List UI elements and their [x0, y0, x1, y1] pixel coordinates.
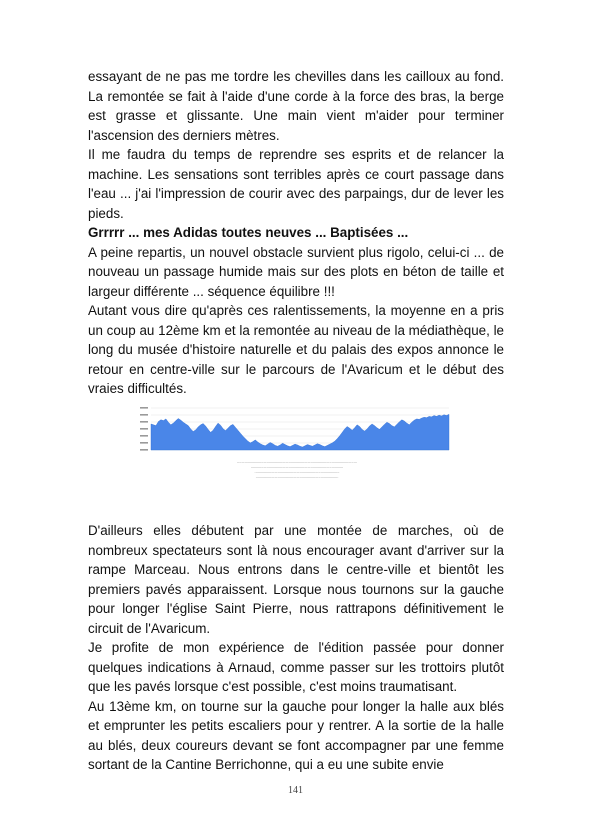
- text-block-bottom: [88, 521, 504, 775]
- paragraph: Il me faudra du temps de reprendre ses esprits et de relancer la machine. Les sensations sont terribles après ce court passage dans l'eau ... j'ai l'impression de courir avec des parpaings, dur de lever les pieds.: [88, 147, 504, 221]
- figure-caption: [137, 460, 457, 480]
- paragraph: Au 13ème km, on tourne sur la gauche pour longer la halle aux blés et emprunter les petits escaliers pour y rentrer. A la sortie de la halle au blés, deux coureurs devant se font accompagner par une femme sortant de la Cantine Berrichonne, qui a eu une subite envie: [88, 698, 504, 772]
- paragraph: essayant de ne pas me tordre les chevilles dans les cailloux au fond. La remontée se fait à l'aide d'une corde à la force des bras, la berge est grasse et glissante. Une main vient m'aider pour terminer l'ascension des derniers mètres.: [88, 69, 504, 143]
- y-tick-label: [140, 414, 148, 416]
- paragraph: Autant vous dire qu'après ces ralentissements, la moyenne en a pris un coup au 12ème km et la remontée au niveau de la médiathèque, le long du musée d'histoire naturelle et du palais des expos annonce le retour en centre-ville sur le parcours de l'Avaricum et le début des vraies difficultés.: [88, 303, 504, 396]
- caption-line: ...............................................................................: [255, 475, 339, 479]
- paragraph: D'ailleurs elles débutent par une montée de marches, où de nombreux spectateurs sont là nous encourager avant d'arriver sur la rampe Marceau. Nous entrons dans le centre-ville et bientôt les premiers pavés apparaissent. Lorsque nous tournons sur la gauche pour longer l'église Saint Pierre, nous rattrapons définitivement le circuit de l'Avaricum.: [88, 523, 504, 636]
- caption-line: ........................................................................................: [250, 465, 344, 469]
- elevation-profile-figure: [137, 402, 457, 494]
- paragraph: A peine repartis, un nouvel obstacle survient plus rigolo, celui-ci ... de nouveau un passage humide mais sur des plots en béton de taille et largeur différente ... séquence équilibre !!!: [88, 244, 504, 299]
- page-number: 141: [288, 785, 303, 796]
- caption-line: .................................................................................: [254, 470, 340, 474]
- y-tick-label: [140, 428, 148, 430]
- caption-line: ..................................................................................................................: [237, 460, 357, 464]
- y-tick-label: [140, 435, 148, 437]
- y-tick-label: [140, 442, 148, 444]
- elevation-profile-chart: [137, 402, 457, 458]
- text-block-top: [88, 67, 504, 399]
- y-tick-label: [140, 449, 148, 451]
- paragraph: Je profite de mon expérience de l'édition passée pour donner quelques indications à Arnaud, comme passer sur les trottoirs plutôt que les pavés lorsque c'est possible, c'est moins traumatisant.: [88, 640, 504, 694]
- y-tick-label: [140, 407, 148, 409]
- y-tick-label: [140, 421, 148, 423]
- bold-exclamation: Grrrrr ... mes Adidas toutes neuves ... Baptisées ...: [88, 225, 409, 240]
